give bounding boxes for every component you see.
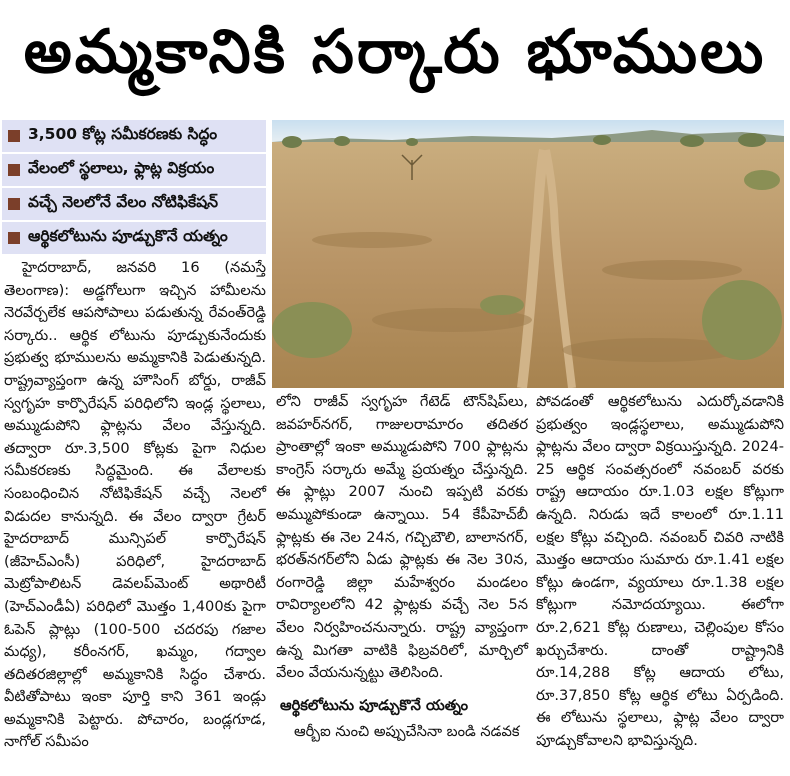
highlight-text: వచ్చే నెలలోనే వేలం నోటిఫికేషన్ [28,193,219,211]
square-bullet-icon [8,164,20,176]
highlight-text: ఆర్థికలోటును పూడ్చుకొనే యత్నం [28,227,228,245]
highlights-box [2,120,266,254]
highlight-item [2,188,266,220]
article-column-1 [4,257,266,754]
highlight-item [2,154,266,186]
article-subheading: ఆర్థికలోటును పూడ్చుకొనే యత్నం [280,696,469,714]
highlight-item [2,120,266,152]
square-bullet-icon [8,130,20,142]
highlight-item [2,222,266,254]
barren-land-photo [272,120,784,388]
square-bullet-icon [8,198,20,210]
article-paragraph: లోని రాజీవ్ స్వగృహ గేటెడ్ టౌన్‌షిప్‌లు, జవహర్‌నగర్, గాజులరామారం తదితర ప్రాంతాల్లో ఇంకా అమ్ముడుపోని 700 ఫ్లాట్లను కాంగ్రెస్ సర్కారు అమ్మే ప్రయత్నం చేస్తున్నది. ఈ ఫ్లాట్లు 2007 నుంచి ఇప్పటి వరకు అమ్ముపోకుండా ఉన్నాయి. 54 కేపీహెచ్‌బీ ఫ్లాట్లకు ఈ నెల 24న, గచ్చిబౌలి, బాలానగర్, భరత్‌నగర్‌లోని ఏడు ఫ్లాట్లకు ఈ నెల 30న, రంగారెడ్డి జిల్లా మహేశ్వరం మండలం రావిర్యాలలోని 42 ఫ్లాట్లకు వచ్చే నెల 5న వేలం నిర్వహించనున్నారు. రాష్ట్ర వ్యాప్తంగా ఉన్న మిగతా వాటికి ఫిబ్రవరిలో, మార్చిలో వేలం వేయనున్నట్టు తెలిసింది. [276,393,528,682]
article-paragraph: పోవడంతో ఆర్థికలోటును ఎదుర్కోవడానికి ప్రభుత్వం ఇండ్లస్థలాలు, అమ్ముడుపోని ఫ్లాట్లను వేలం ద్వారా విక్రయిస్తున్నది. 2024-25 ఆర్థిక సంవత్సరంలో నవంబర్ వరకు రాష్ట్ర ఆదాయం రూ.1.03 లక్షల కోట్లుగా ఉన్నది. నిరుడు ఇదే కాలంలో రూ.1.11 లక్షల కోట్లు వచ్చింది. నవంబర్ చివరి నాటికి మొత్తం ఆదాయం సుమారు రూ.1.41 లక్షల కోట్లు ఉండగా, వ్యయాలు రూ.1.38 లక్షల కోట్లుగా నమోదయ్యాయి. ఈలోగా రూ.2,621 కోట్ల రుణాలు, చెల్లింపుల కోసం ఖర్చుచేశారు. దాంతో రాష్ట్రానికి రూ.14,288 కోట్ల ఆదాయ లోటు, రూ.37,850 కోట్ల ఆర్థిక లోటు ఏర్పడింది. ఈ లోటును స్థలాలు, ఫ్లాట్ల వేలం ద్వారా పూడ్చుకోవాలని భావిస్తున్నది. [536,393,784,749]
highlight-text: 3,500 కోట్ల సమీకరణకు సిద్ధం [28,125,218,143]
headline: అమ్మకానికి సర్కారు భూములు [23,17,767,87]
highlight-text: వేలంలో స్థలాలు, ఫ్లాట్ల విక్రయం [28,159,215,177]
article-column-3 [536,391,784,753]
square-bullet-icon [8,232,20,244]
article-column-2 [276,391,528,744]
article-paragraph: హైదరాబాద్, జనవరి 16 (నమస్తే తెలంగాణ): అడ్డగోలుగా ఇచ్చిన హామీలను నెరవేర్చలేక ఆపసోపాలు పడుతున్న రేవంత్‌రెడ్డి సర్కారు.. ఆర్థిక లోటును పూడ్చుకునేందుకు ప్రభుత్వ భూములను అమ్మకానికి పెడుతున్నది. రాష్ట్రవ్యాప్తంగా ఉన్న హౌసింగ్ బోర్డు, రాజీవ్ స్వగృహ కార్పొరేషన్ పరిధిలోని ఇండ్ల స్థలాలు, అమ్ముడుపోని ఫ్లాట్లను వేలం వేస్తున్నది. తద్వారా రూ.3,500 కోట్లకు పైగా నిధుల సమీకరణకు సిద్ధమైంది. ఈ వేలాలకు సంబంధించిన నోటిఫికేషన్ వచ్చే నెలలో విడుదల కానున్నది. ఈ వేలం ద్వారా గ్రేటర్ హైదరాబాద్ మున్సిపల్ కార్పొరేషన్ (జీహెచ్‌ఎంసీ) పరిధిలో, హైదరాబాద్ మెట్రోపాలిటన్ డెవలప్‌మెంట్ అథారిటీ (హెచ్‌ఎండీఏ) పరిధిలో మొత్తం 1,400కు పైగా ఓపెన్ ప్లాట్లు (100-500 చదరపు గజాల మధ్య), కరీంనగర్, ఖమ్మం, గద్వాల తదితరజిల్లాల్లో అమ్మకానికి సిద్ధం చేశారు. వీటితోపాటు ఇంకా పూర్తి కాని 361 ఇండ్లు అమ్మకానికి పెట్టారు. పోచారం, బండ్లగూడ, నాగోల్ సమీపం [4,259,266,751]
article-paragraph: ఆర్బీఐ నుంచి అప్పుచేసినా బండి నడవక [294,723,520,741]
